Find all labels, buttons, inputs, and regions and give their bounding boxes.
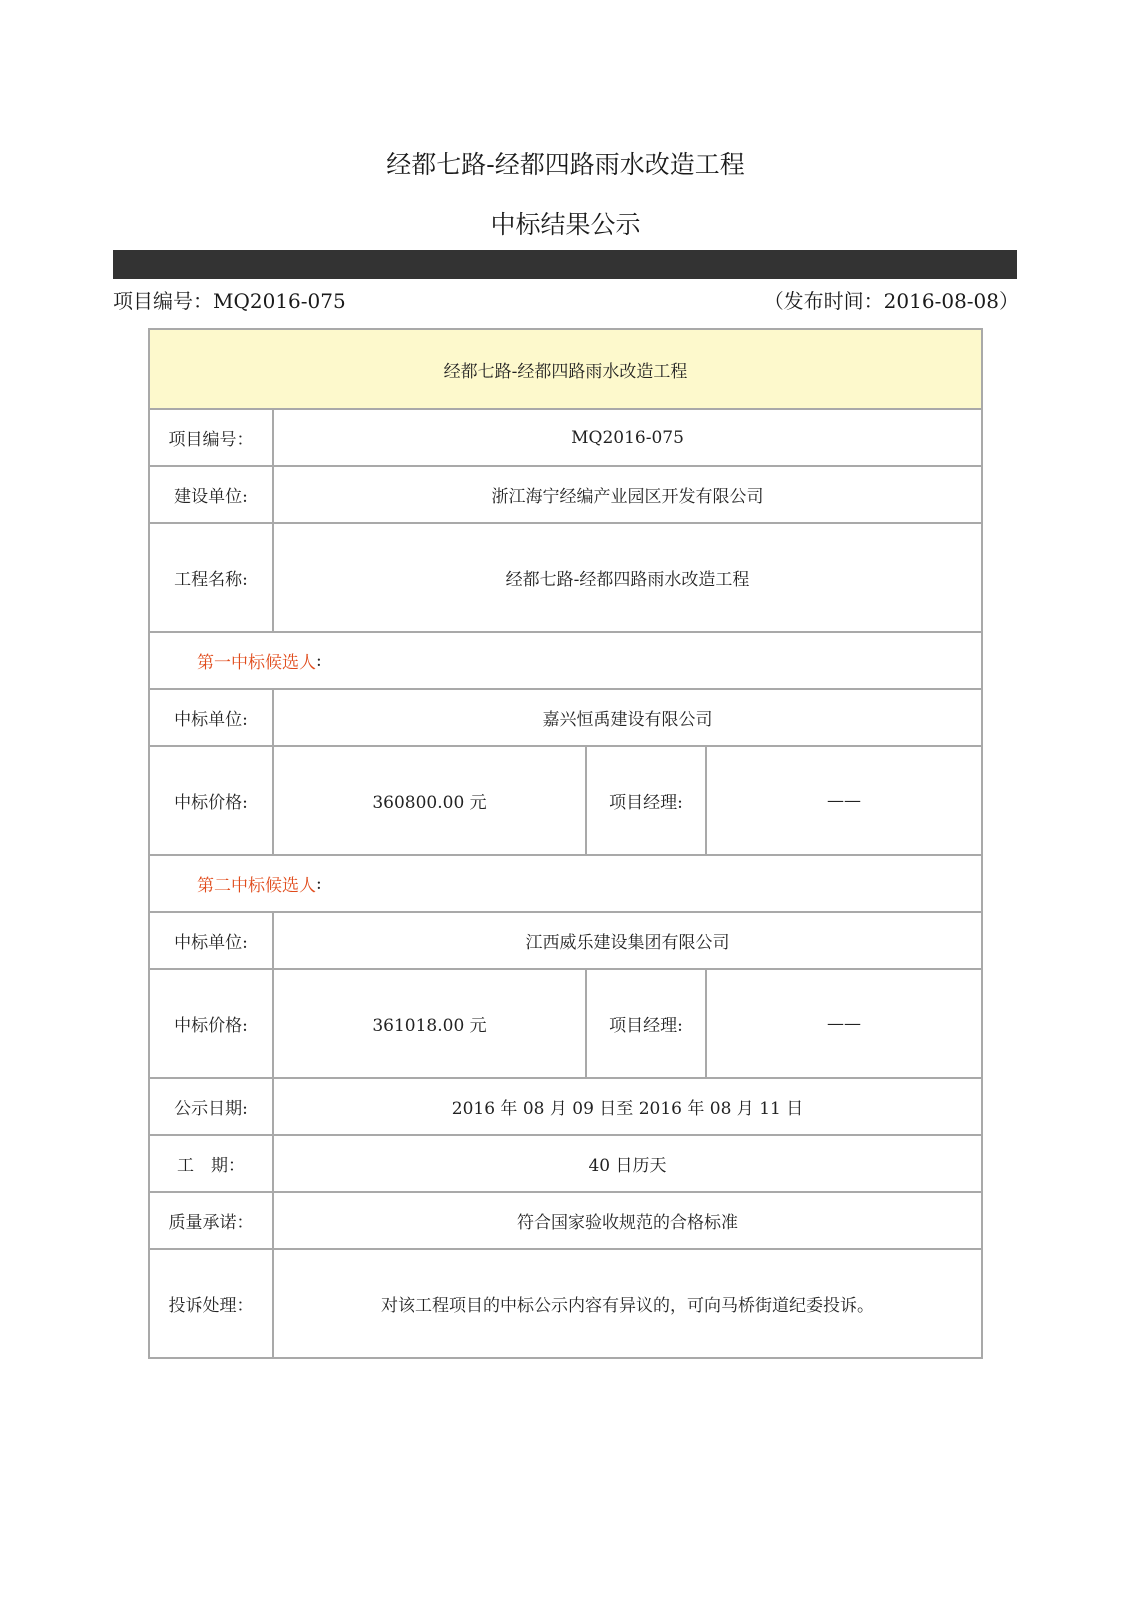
- project-no-label: 项目编号：: [150, 410, 274, 465]
- candidate1-manager: ——: [827, 790, 861, 811]
- quality-label: 质量承诺：: [150, 1193, 274, 1248]
- result-table: [148, 328, 983, 1359]
- table-row: [150, 688, 981, 745]
- table-row: [150, 745, 981, 854]
- table-row: [150, 1191, 981, 1248]
- candidate1-price-label: 中标价格:: [150, 747, 274, 854]
- table-row: [150, 1248, 981, 1357]
- document-subtitle: 中标结果公示: [490, 210, 641, 239]
- builder-value: 浙江海宁经编产业园区开发有限公司: [491, 487, 764, 507]
- table-header-row: [150, 330, 981, 408]
- project-number-line: 项目编号：MQ2016-075: [113, 289, 346, 313]
- duration-value: 40 日历天: [588, 1156, 667, 1176]
- candidate1-section: [150, 633, 981, 688]
- candidate2-section-label: 第二中标候选人: [197, 876, 316, 896]
- complaint-value: 对该工程项目的中标公示内容有异议的，可向马桥街道纪委投诉。: [381, 1296, 874, 1316]
- candidate2-manager: ——: [827, 1013, 861, 1034]
- candidate1-section-row: [150, 631, 981, 688]
- publish-time: （发布时间：2016-08-08）: [763, 289, 1019, 313]
- notice-date-value: 2016 年 08 月 09 日至 2016 年 08 月 11 日: [451, 1099, 804, 1119]
- candidate1-section-label: 第一中标候选人: [197, 653, 316, 673]
- candidate2-section-colon: :: [316, 873, 322, 894]
- table-row: [150, 911, 981, 968]
- document-title: 经都七路-经都四路雨水改造工程: [386, 150, 745, 179]
- project-name-label: 工程名称:: [150, 524, 274, 631]
- table-row: [150, 408, 981, 465]
- table-row: [150, 968, 981, 1077]
- project-no-value: MQ2016-075: [571, 427, 684, 448]
- candidate2-winner-label: 中标单位:: [150, 913, 274, 968]
- candidate2-manager-label: 项目经理:: [585, 970, 707, 1077]
- complaint-label: 投诉处理：: [150, 1250, 274, 1357]
- divider-bar: [113, 250, 1017, 279]
- candidate2-section-row: [150, 854, 981, 911]
- table-row: [150, 1134, 981, 1191]
- candidate2-section: [150, 856, 981, 911]
- table-row: [150, 1077, 981, 1134]
- project-name-value: 经都七路-经都四路雨水改造工程: [505, 570, 750, 590]
- quality-value: 符合国家验收规范的合格标准: [517, 1213, 738, 1233]
- candidate1-winner-label: 中标单位:: [150, 690, 274, 745]
- notice-date-label: 公示日期:: [150, 1079, 274, 1134]
- candidate2-price-label: 中标价格:: [150, 970, 274, 1077]
- candidate1-winner: 嘉兴恒禹建设有限公司: [542, 710, 713, 730]
- candidate2-price: 361018.00 元: [372, 1016, 487, 1036]
- table-row: [150, 522, 981, 631]
- table-header: 经都七路-经都四路雨水改造工程: [443, 361, 688, 382]
- table-row: [150, 465, 981, 522]
- candidate1-section-colon: :: [316, 650, 322, 671]
- candidate1-manager-label: 项目经理:: [585, 747, 707, 854]
- duration-label: 工 期：: [150, 1136, 274, 1191]
- candidate1-price: 360800.00 元: [372, 793, 487, 813]
- builder-label: 建设单位:: [150, 467, 274, 522]
- candidate2-winner: 江西威乐建设集团有限公司: [525, 933, 730, 953]
